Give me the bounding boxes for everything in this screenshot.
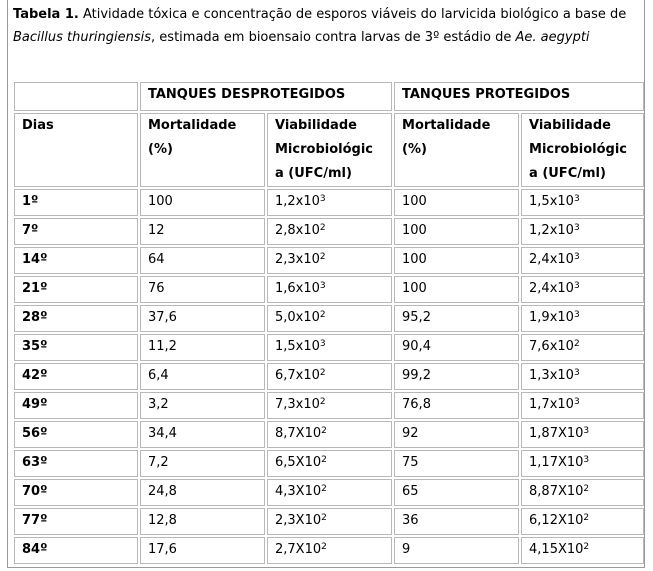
cell-viability-protected-value: 4,15X10 xyxy=(529,542,584,557)
cell-mortality-unprotected-value: 12 xyxy=(148,223,165,238)
cell-viability-protected-exponent: 3 xyxy=(573,194,580,204)
cell-viability-unprotected-exponent: 3 xyxy=(319,281,326,291)
cell-viability-unprotected-exponent: 2 xyxy=(321,426,327,436)
cell-viability-unprotected xyxy=(267,363,392,390)
cell-mortality-unprotected-value: 7,2 xyxy=(148,455,169,470)
cell-viability-protected-exponent: 3 xyxy=(583,455,590,465)
cell-mortality-unprotected xyxy=(140,421,265,448)
cell-mortality-protected xyxy=(394,247,519,274)
cell-dia-value: 49º xyxy=(22,397,48,412)
cell-viability-unprotected xyxy=(267,305,392,332)
table-row xyxy=(14,276,644,303)
cell-mortality-unprotected xyxy=(140,247,265,274)
cell-viability-unprotected-exponent: 2 xyxy=(319,397,326,407)
table-row xyxy=(14,450,644,477)
cell-dia xyxy=(14,363,138,390)
cell-mortality-protected xyxy=(394,392,519,419)
cell-viability-protected xyxy=(521,392,644,419)
cell-dia-value: 56º xyxy=(22,426,48,441)
header-label: Viabilidade xyxy=(529,118,611,133)
cell-mortality-unprotected xyxy=(140,276,265,303)
cell-dia-value: 84º xyxy=(22,542,48,557)
table-row xyxy=(14,247,644,274)
cell-viability-protected-exponent: 3 xyxy=(573,252,580,262)
cell-viability-unprotected-value: 5,0x10 xyxy=(275,310,320,325)
cell-viability-protected-value: 2,4x10 xyxy=(529,252,574,267)
cell-viability-unprotected-exponent: 2 xyxy=(321,513,327,523)
cell-mortality-protected xyxy=(394,305,519,332)
cell-viability-unprotected xyxy=(267,189,392,216)
table-row xyxy=(14,537,644,564)
cell-mortality-unprotected-value: 34,4 xyxy=(148,426,177,441)
header-mortality-unprotected xyxy=(140,113,265,187)
column-header-row xyxy=(14,113,644,187)
cell-viability-protected-value: 7,6x10 xyxy=(529,339,574,354)
cell-viability-unprotected xyxy=(267,218,392,245)
table-row xyxy=(14,363,644,390)
cell-viability-unprotected-exponent: 3 xyxy=(319,194,326,204)
cell-mortality-protected-value: 100 xyxy=(402,194,427,209)
cell-mortality-protected xyxy=(394,334,519,361)
cell-viability-unprotected-exponent: 3 xyxy=(319,339,326,349)
cell-dia xyxy=(14,479,138,506)
cell-viability-protected-value: 1,3x10 xyxy=(529,368,574,383)
cell-dia-value: 70º xyxy=(22,484,48,499)
caption-text-middle: , estimada em bioensaio contra larvas de 3º estádio de xyxy=(151,30,516,45)
cell-mortality-protected-value: 36 xyxy=(402,513,419,528)
cell-mortality-protected-value: 92 xyxy=(402,426,419,441)
cell-dia xyxy=(14,334,138,361)
cell-dia-value: 14º xyxy=(22,252,48,267)
cell-mortality-unprotected-value: 17,6 xyxy=(148,542,177,557)
header-dias xyxy=(14,113,138,187)
cell-viability-unprotected-value: 2,3X10 xyxy=(275,513,322,528)
cell-viability-unprotected xyxy=(267,276,392,303)
header-label: Microbiológic xyxy=(275,142,373,157)
cell-mortality-protected-value: 9 xyxy=(402,542,411,557)
cell-viability-unprotected xyxy=(267,479,392,506)
cell-mortality-unprotected-value: 100 xyxy=(148,194,173,209)
cell-viability-unprotected-exponent: 2 xyxy=(321,542,327,552)
header-label: (%) xyxy=(148,142,173,157)
cell-dia-value: 63º xyxy=(22,455,48,470)
cell-mortality-protected xyxy=(394,218,519,245)
cell-viability-unprotected-value: 2,3x10 xyxy=(275,252,320,267)
cell-viability-protected-exponent: 2 xyxy=(583,484,590,494)
cell-mortality-unprotected-value: 24,8 xyxy=(148,484,177,499)
caption-label: Tabela 1. xyxy=(13,7,79,22)
cell-mortality-unprotected xyxy=(140,189,265,216)
cell-mortality-protected xyxy=(394,276,519,303)
cell-viability-protected-value: 1,5x10 xyxy=(529,194,574,209)
cell-dia xyxy=(14,276,138,303)
cell-mortality-unprotected-value: 64 xyxy=(148,252,165,267)
cell-dia xyxy=(14,508,138,535)
header-mortality-protected xyxy=(394,113,519,187)
cell-mortality-unprotected xyxy=(140,508,265,535)
cell-mortality-protected xyxy=(394,363,519,390)
table-caption xyxy=(13,3,641,49)
cell-dia-value: 42º xyxy=(22,368,48,383)
cell-mortality-unprotected xyxy=(140,363,265,390)
cell-mortality-protected-value: 100 xyxy=(402,252,427,267)
cell-mortality-unprotected xyxy=(140,479,265,506)
table-row xyxy=(14,218,644,245)
cell-viability-unprotected-value: 8,7X10 xyxy=(275,426,322,441)
cell-viability-protected-exponent: 2 xyxy=(583,513,590,523)
cell-dia-value: 28º xyxy=(22,310,48,325)
cell-mortality-protected xyxy=(394,421,519,448)
table-row xyxy=(14,421,644,448)
cell-viability-protected xyxy=(521,479,644,506)
header-viability-unprotected xyxy=(267,113,392,187)
cell-viability-protected-value: 1,2x10 xyxy=(529,223,574,238)
cell-viability-protected-exponent: 3 xyxy=(573,368,580,378)
caption-species: Bacillus thuringiensis xyxy=(13,30,152,45)
data-table xyxy=(12,80,646,566)
cell-mortality-protected-value: 65 xyxy=(402,484,419,499)
cell-viability-unprotected-value: 7,3x10 xyxy=(275,397,320,412)
cell-dia xyxy=(14,421,138,448)
cell-mortality-unprotected-value: 6,4 xyxy=(148,368,169,383)
cell-viability-protected-value: 8,87X10 xyxy=(529,484,584,499)
cell-viability-unprotected xyxy=(267,450,392,477)
header-label: a (UFC/ml) xyxy=(275,166,352,181)
header-label: (%) xyxy=(402,142,427,157)
header-dias-label: Dias xyxy=(22,118,54,133)
cell-viability-protected-exponent: 3 xyxy=(573,310,580,320)
cell-viability-unprotected-exponent: 2 xyxy=(321,455,327,465)
cell-viability-protected-exponent: 3 xyxy=(583,426,590,436)
table-row xyxy=(14,479,644,506)
cell-dia-value: 7º xyxy=(22,223,39,238)
group-header-unprotected: TANQUES DESPROTEGIDOS xyxy=(140,82,392,111)
cell-viability-unprotected xyxy=(267,537,392,564)
cell-mortality-unprotected-value: 37,6 xyxy=(148,310,177,325)
cell-viability-protected xyxy=(521,218,644,245)
cell-mortality-unprotected xyxy=(140,334,265,361)
header-label: Mortalidade xyxy=(402,118,491,133)
cell-viability-unprotected-value: 2,8x10 xyxy=(275,223,320,238)
cell-dia-value: 1º xyxy=(22,194,39,209)
cell-viability-protected-value: 1,87X10 xyxy=(529,426,584,441)
cell-mortality-protected xyxy=(394,537,519,564)
cell-viability-unprotected-value: 1,5x10 xyxy=(275,339,320,354)
cell-dia xyxy=(14,189,138,216)
cell-mortality-unprotected xyxy=(140,537,265,564)
cell-viability-unprotected xyxy=(267,247,392,274)
cell-viability-unprotected-exponent: 2 xyxy=(321,484,327,494)
cell-viability-protected xyxy=(521,508,644,535)
header-viability-protected xyxy=(521,113,644,187)
cell-dia-value: 21º xyxy=(22,281,48,296)
cell-viability-protected-value: 6,12X10 xyxy=(529,513,584,528)
cell-mortality-unprotected-value: 76 xyxy=(148,281,165,296)
cell-viability-unprotected xyxy=(267,334,392,361)
caption-genus: Ae. aegypti xyxy=(515,30,590,45)
cell-viability-protected xyxy=(521,334,644,361)
table-row xyxy=(14,189,644,216)
cell-dia xyxy=(14,247,138,274)
cell-mortality-unprotected-value: 12,8 xyxy=(148,513,177,528)
cell-viability-unprotected-exponent: 2 xyxy=(319,368,326,378)
cell-mortality-protected-value: 100 xyxy=(402,223,427,238)
cell-dia-value: 35º xyxy=(22,339,48,354)
cell-viability-unprotected-value: 4,3X10 xyxy=(275,484,322,499)
cell-viability-protected xyxy=(521,276,644,303)
cell-viability-protected xyxy=(521,305,644,332)
cell-viability-protected xyxy=(521,189,644,216)
cell-viability-protected xyxy=(521,537,644,564)
cell-mortality-protected xyxy=(394,479,519,506)
cell-viability-protected-value: 1,9x10 xyxy=(529,310,574,325)
header-label: Viabilidade xyxy=(275,118,357,133)
group-header-protected: TANQUES PROTEGIDOS xyxy=(394,82,644,111)
cell-dia-value: 77º xyxy=(22,513,48,528)
cell-mortality-protected xyxy=(394,450,519,477)
cell-viability-protected xyxy=(521,247,644,274)
cell-viability-unprotected xyxy=(267,392,392,419)
cell-mortality-unprotected-value: 11,2 xyxy=(148,339,177,354)
cell-viability-protected-exponent: 3 xyxy=(573,281,580,291)
cell-viability-protected xyxy=(521,363,644,390)
cell-dia xyxy=(14,305,138,332)
cell-viability-unprotected-value: 6,5X10 xyxy=(275,455,322,470)
header-label: Mortalidade xyxy=(148,118,237,133)
cell-mortality-protected-value: 75 xyxy=(402,455,419,470)
cell-viability-unprotected xyxy=(267,421,392,448)
header-label: Microbiológic xyxy=(529,142,628,157)
cell-mortality-unprotected xyxy=(140,305,265,332)
cell-mortality-unprotected xyxy=(140,218,265,245)
header-label: a (UFC/ml) xyxy=(529,166,606,181)
cell-viability-protected-value: 2,4x10 xyxy=(529,281,574,296)
caption-text-before: Atividade tóxica e concentração de esporos viáveis do larvicida biológico a base de xyxy=(78,7,627,22)
table-row xyxy=(14,392,644,419)
cell-mortality-protected-value: 76,8 xyxy=(402,397,431,412)
cell-mortality-protected xyxy=(394,189,519,216)
cell-mortality-protected xyxy=(394,508,519,535)
cell-viability-unprotected-exponent: 2 xyxy=(319,223,326,233)
cell-mortality-protected-value: 95,2 xyxy=(402,310,431,325)
cell-viability-unprotected-exponent: 2 xyxy=(319,310,326,320)
cell-mortality-protected-value: 100 xyxy=(402,281,427,296)
cell-dia xyxy=(14,537,138,564)
cell-viability-protected-value: 1,17X10 xyxy=(529,455,584,470)
group-header-empty xyxy=(14,82,138,111)
table-row xyxy=(14,305,644,332)
cell-viability-protected-exponent: 2 xyxy=(573,339,580,349)
cell-mortality-protected-value: 90,4 xyxy=(402,339,431,354)
cell-mortality-unprotected-value: 3,2 xyxy=(148,397,169,412)
cell-viability-unprotected-value: 1,2x10 xyxy=(275,194,320,209)
table-row xyxy=(14,334,644,361)
cell-viability-protected xyxy=(521,421,644,448)
cell-dia xyxy=(14,218,138,245)
table-row xyxy=(14,508,644,535)
cell-mortality-protected-value: 99,2 xyxy=(402,368,431,383)
cell-viability-protected-value: 1,7x10 xyxy=(529,397,574,412)
cell-viability-protected-exponent: 3 xyxy=(573,397,580,407)
cell-viability-unprotected-value: 6,7x10 xyxy=(275,368,320,383)
cell-dia xyxy=(14,450,138,477)
cell-viability-unprotected-value: 2,7X10 xyxy=(275,542,322,557)
cell-viability-protected xyxy=(521,450,644,477)
cell-mortality-unprotected xyxy=(140,450,265,477)
cell-dia xyxy=(14,392,138,419)
cell-viability-protected-exponent: 3 xyxy=(573,223,580,233)
cell-viability-unprotected-exponent: 2 xyxy=(319,252,326,262)
cell-viability-unprotected xyxy=(267,508,392,535)
cell-viability-unprotected-value: 1,6x10 xyxy=(275,281,320,296)
group-header-row xyxy=(14,82,644,111)
cell-mortality-unprotected xyxy=(140,392,265,419)
cell-viability-protected-exponent: 2 xyxy=(583,542,590,552)
